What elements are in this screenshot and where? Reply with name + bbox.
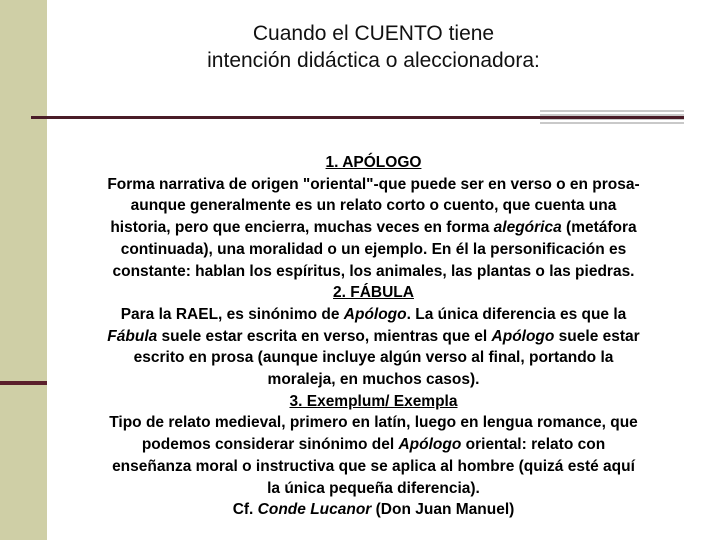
- exemplum-line-2: podemos considerar sinónimo del Apólogo oriental: relato con: [141, 436, 606, 454]
- slide-title: [47, 20, 700, 74]
- apologo-line-4: continuada), una moralidad o un ejemplo. En él la personificación es: [120, 240, 627, 258]
- title-line-1: Cuando el CUENTO tiene: [252, 22, 495, 45]
- exemplum-line-3: enseñanza moral o instructiva que se aplica al hombre (quizá esté aquí: [112, 457, 635, 475]
- apologo-line-1: Forma narrativa de origen "oriental"-que puede ser en verso o en prosa-: [107, 175, 640, 193]
- fabula-line-4: moraleja, en muchos casos).: [267, 371, 480, 389]
- section-heading-apologo: 1. APÓLOGO: [325, 154, 422, 171]
- apologo-line-5: constante: hablan los espíritus, los animales, las plantas o las piedras.: [112, 262, 635, 280]
- exemplum-line-4: la única pequeña diferencia).: [267, 479, 480, 497]
- fabula-line-1: Para la RAEL, es sinónimo de Apólogo. La única diferencia es que la: [120, 305, 627, 323]
- title-line-2: intención didáctica o aleccionadora:: [207, 49, 540, 72]
- slide-body: [47, 152, 700, 521]
- side-accent-bar: [0, 381, 47, 385]
- section-heading-fabula: 2. FÁBULA: [333, 284, 414, 302]
- fabula-line-2: Fábula suele estar escrita en verso, mientras que el Apólogo suele estar: [107, 327, 640, 345]
- side-band: [0, 0, 47, 540]
- title-rule: [31, 116, 684, 119]
- exemplum-line-1: Tipo de relato medieval, primero en latín, luego en lengua romance, que: [109, 414, 638, 432]
- fabula-line-3: escrito en prosa (aunque incluye algún verso al final, portando la: [133, 349, 614, 367]
- section-heading-exemplum: 3. Exemplum/ Exempla: [289, 392, 458, 410]
- apologo-line-3: historia, pero que encierra, muchas veces en forma alegórica (metáfora: [110, 219, 637, 237]
- exemplum-reference: Cf. Conde Lucanor (Don Juan Manuel): [232, 501, 515, 519]
- apologo-line-2: aunque generalmente es un relato corto o cuento, que cuenta una: [130, 197, 617, 215]
